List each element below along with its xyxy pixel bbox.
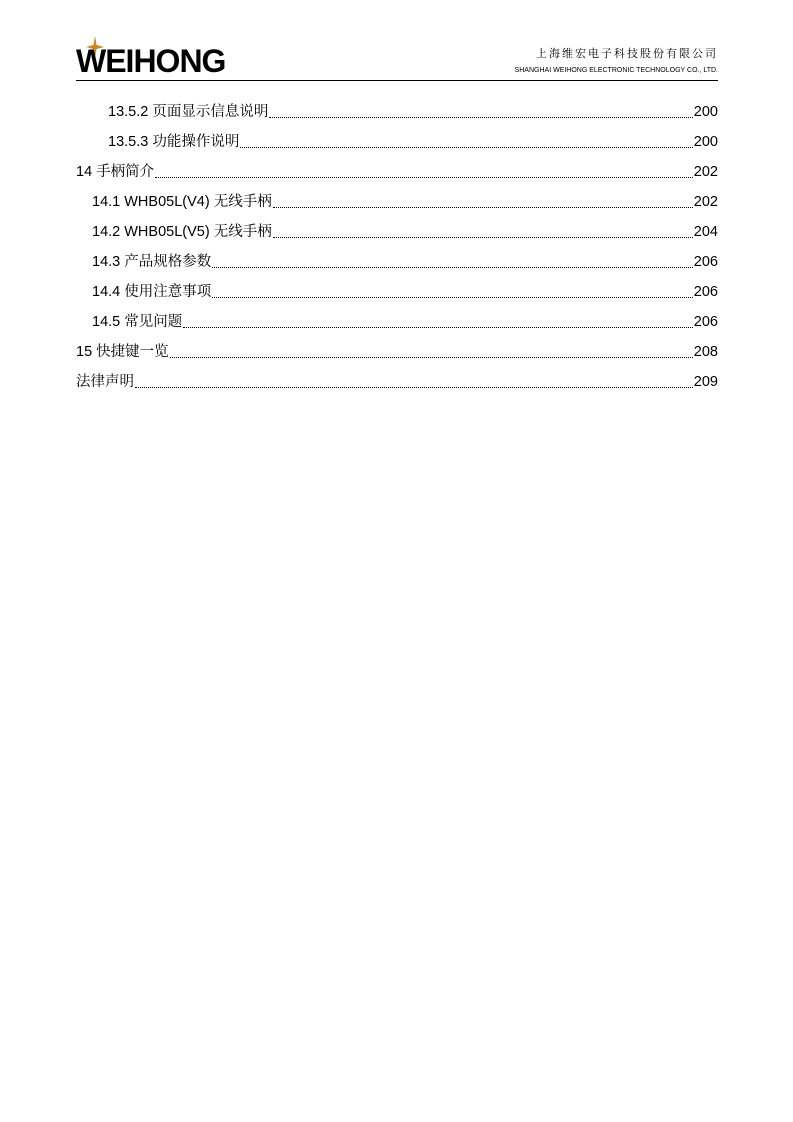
toc-leader-dots: [135, 387, 693, 388]
toc-entry[interactable]: [76, 307, 718, 337]
toc-entry[interactable]: [76, 337, 718, 367]
toc-entry[interactable]: [76, 277, 718, 307]
toc-leader-dots: [212, 267, 693, 268]
toc-entry-page: 209: [693, 374, 718, 390]
toc-entry-page: 202: [693, 194, 718, 210]
toc-entry-page: 206: [693, 284, 718, 300]
toc-entry-page: 202: [693, 164, 718, 180]
toc-entry-title: 15 快捷键一览: [76, 344, 169, 360]
toc-leader-dots: [212, 297, 693, 298]
toc-entry-title: 14.2 WHB05L(V5) 无线手柄: [92, 224, 272, 240]
toc-entry-title: 13.5.3 功能操作说明: [108, 134, 240, 150]
toc-entry-page: 200: [693, 134, 718, 150]
toc-entry-title: 14.1 WHB05L(V4) 无线手柄: [92, 194, 272, 210]
toc-entry[interactable]: [76, 97, 718, 127]
toc-entry[interactable]: [76, 247, 718, 277]
toc-entry-title: 14.5 常见问题: [92, 314, 183, 330]
page-header: [76, 36, 718, 81]
company-name-en: SHANGHAI WEIHONG ELECTRONIC TECHNOLOGY CO., LTD.: [514, 67, 718, 74]
toc-leader-dots: [240, 147, 692, 148]
logo-text: WEIHONG: [76, 43, 226, 79]
toc-entry-page: 200: [693, 104, 718, 120]
toc-leader-dots: [273, 237, 693, 238]
toc-entry-title: 13.5.2 页面显示信息说明: [108, 104, 269, 120]
toc-leader-dots: [183, 327, 693, 328]
toc-entry[interactable]: [76, 367, 718, 397]
toc-entry-title: 14.4 使用注意事项: [92, 284, 212, 300]
toc-leader-dots: [273, 207, 693, 208]
toc-entry-page: 204: [693, 224, 718, 240]
company-name-cn: 上海维宏电子科技股份有限公司: [536, 47, 718, 60]
toc-entry[interactable]: [76, 187, 718, 217]
toc-leader-dots: [269, 117, 692, 118]
toc-entry[interactable]: [76, 127, 718, 157]
toc-leader-dots: [170, 357, 693, 358]
toc-entry-title: 法律声明: [76, 374, 134, 390]
toc-entry[interactable]: [76, 157, 718, 187]
weihong-logo: [76, 36, 246, 78]
toc-entry-page: 206: [693, 254, 718, 270]
toc-entry-page: 206: [693, 314, 718, 330]
toc-leader-dots: [155, 177, 693, 178]
toc-entry-title: 14.3 产品规格参数: [92, 254, 212, 270]
table-of-contents: [76, 97, 718, 397]
toc-entry-page: 208: [693, 344, 718, 360]
toc-entry[interactable]: [76, 217, 718, 247]
toc-entry-title: 14 手柄简介: [76, 164, 155, 180]
